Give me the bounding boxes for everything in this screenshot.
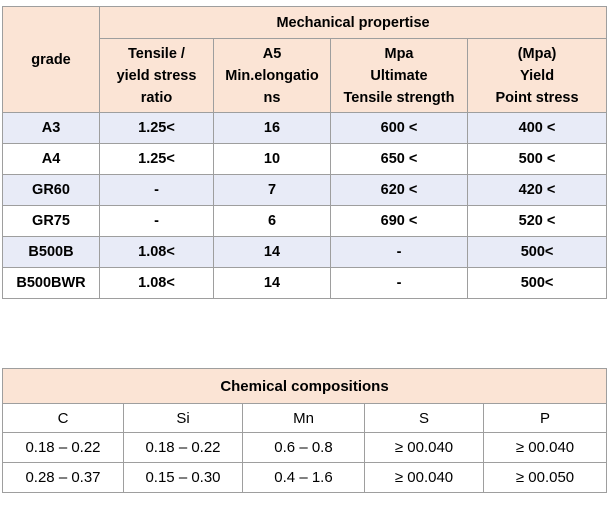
table-cell: 400 < xyxy=(468,113,607,144)
table-row xyxy=(3,113,607,144)
table-row xyxy=(3,175,607,206)
grade-header: grade xyxy=(3,7,100,113)
table-cell: 520 < xyxy=(468,206,607,237)
column-header-yield-point xyxy=(468,39,607,113)
table-cell: 0.15 – 0.30 xyxy=(124,463,243,493)
header-line: ns xyxy=(263,89,281,106)
table-cell: 600 < xyxy=(331,113,468,144)
table-cell: ≥ 00.040 xyxy=(484,433,607,463)
mechanical-properties-table xyxy=(2,6,607,299)
table-cell: 1.25< xyxy=(100,113,214,144)
table-cell: 1.08< xyxy=(100,268,214,299)
table-cell: - xyxy=(100,175,214,206)
table-row xyxy=(3,433,607,463)
grade-cell: B500BWR xyxy=(3,268,100,299)
table-cell: 10 xyxy=(214,144,331,175)
column-header-ultimate-tensile xyxy=(331,39,468,113)
table-cell: - xyxy=(331,237,468,268)
grade-cell: A4 xyxy=(3,144,100,175)
table-cell: ≥ 00.050 xyxy=(484,463,607,493)
header-line: Ultimate xyxy=(370,67,428,84)
table-cell: 500 < xyxy=(468,144,607,175)
table-cell: 16 xyxy=(214,113,331,144)
grade-cell: GR60 xyxy=(3,175,100,206)
column-header-elongation xyxy=(214,39,331,113)
table-row xyxy=(3,206,607,237)
table-cell: 0.6 – 0.8 xyxy=(243,433,365,463)
table-cell: - xyxy=(331,268,468,299)
table-cell: 420 < xyxy=(468,175,607,206)
table-cell: 14 xyxy=(214,237,331,268)
header-line: Tensile strength xyxy=(343,89,455,106)
grade-cell: GR75 xyxy=(3,206,100,237)
header-line: yield stress xyxy=(116,67,197,84)
chemical-title: Chemical compositions xyxy=(3,369,607,404)
header-line: Yield xyxy=(519,67,555,84)
grade-cell: B500B xyxy=(3,237,100,268)
table-row xyxy=(3,237,607,268)
table-cell: 6 xyxy=(214,206,331,237)
table-cell: 0.18 – 0.22 xyxy=(3,433,124,463)
table-cell: 1.08< xyxy=(100,237,214,268)
table-cell: ≥ 00.040 xyxy=(365,463,484,493)
header-line: Mpa xyxy=(384,45,414,62)
table-cell: 650 < xyxy=(331,144,468,175)
header-line: A5 xyxy=(262,45,282,62)
element-header: Mn xyxy=(243,404,365,433)
header-line: Tensile / xyxy=(128,45,185,62)
header-line: (Mpa) xyxy=(517,45,557,62)
header-line: ratio xyxy=(140,89,173,106)
table-cell: 0.18 – 0.22 xyxy=(124,433,243,463)
table-cell: 7 xyxy=(214,175,331,206)
header-line: Min.elongatio xyxy=(225,67,319,84)
table-cell: 1.25< xyxy=(100,144,214,175)
table-cell: 0.4 – 1.6 xyxy=(243,463,365,493)
table-row xyxy=(3,144,607,175)
chemical-compositions-table xyxy=(2,368,607,493)
table-cell: - xyxy=(100,206,214,237)
header-line: Point stress xyxy=(495,89,579,106)
table-cell: 0.28 – 0.37 xyxy=(3,463,124,493)
grade-cell: A3 xyxy=(3,113,100,144)
table-cell: 500< xyxy=(468,237,607,268)
table-cell: ≥ 00.040 xyxy=(365,433,484,463)
column-header-tensile-yield-ratio xyxy=(100,39,214,113)
element-header-row xyxy=(3,404,607,433)
table-cell: 620 < xyxy=(331,175,468,206)
element-header: Si xyxy=(124,404,243,433)
element-header: P xyxy=(484,404,607,433)
table-cell: 500< xyxy=(468,268,607,299)
table-row xyxy=(3,268,607,299)
element-header: S xyxy=(365,404,484,433)
element-header: C xyxy=(3,404,124,433)
table-cell: 14 xyxy=(214,268,331,299)
mechanical-title: Mechanical propertise xyxy=(100,7,607,39)
table-row xyxy=(3,463,607,493)
table-cell: 690 < xyxy=(331,206,468,237)
